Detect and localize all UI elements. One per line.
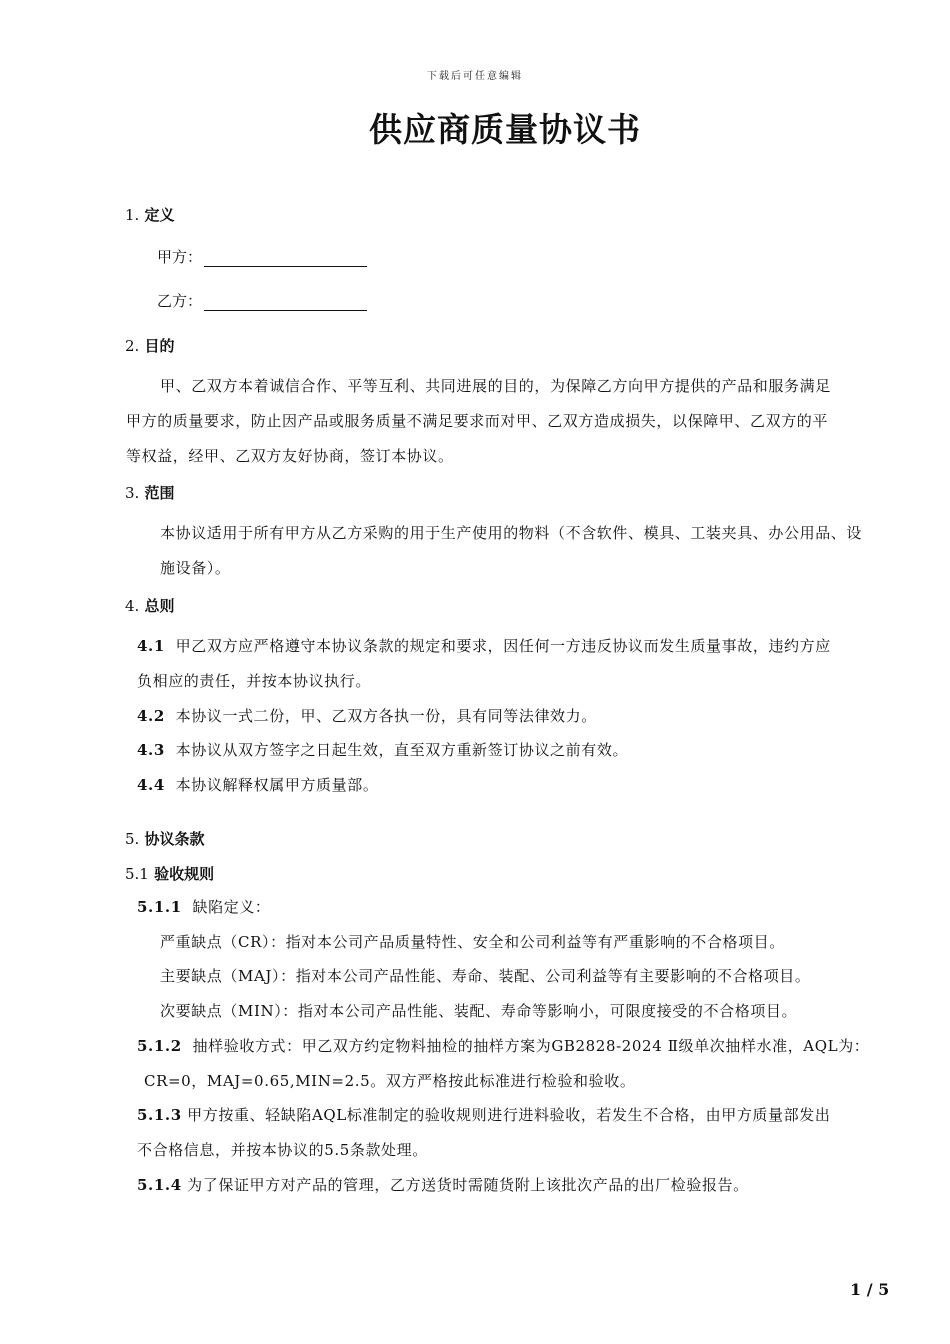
clause-4-3-number: 4.3 bbox=[137, 741, 165, 759]
section-2-title: 目的 bbox=[144, 337, 175, 355]
section-5-heading bbox=[125, 828, 205, 849]
document-title: 供应商质量协议书 bbox=[369, 110, 641, 149]
scope-line-1: 本协议适用于所有甲方从乙方采购的用于生产使用的物料（不含软件、模具、工装夹具、办公用品、设 bbox=[160, 524, 863, 542]
clause-5-1-3-number: 5.1.3 bbox=[137, 1106, 182, 1124]
party-b-label: 乙方： bbox=[157, 292, 203, 310]
clause-4-3-text: 本协议从双方签字之日起生效，直至双方重新签订协议之前有效。 bbox=[175, 741, 629, 759]
section-2-number: 2. bbox=[125, 337, 140, 355]
purpose-line-2: 甲方的质量要求，防止因产品或服务质量不满足要求而对甲、乙双方造成损失，以保障甲、乙双方的平 bbox=[126, 412, 829, 430]
clause-4-1-line-1 bbox=[137, 637, 831, 655]
scope-line-2: 施设备）。 bbox=[160, 559, 231, 577]
clause-4-4-number: 4.4 bbox=[137, 776, 165, 794]
purpose-line-1: 甲、乙双方本着诚信合作、平等互利、共同进展的目的，为保障乙方向甲方提供的产品和服务满足 bbox=[160, 377, 831, 395]
clause-5-1-3-line-1 bbox=[137, 1106, 830, 1124]
section-5-1-heading bbox=[125, 863, 214, 884]
section-4-number: 4. bbox=[125, 597, 140, 615]
section-1-number: 1. bbox=[125, 206, 140, 224]
clause-4-2-text: 本协议一式二份，甲、乙双方各执一份，具有同等法律效力。 bbox=[175, 707, 597, 725]
section-2-heading bbox=[125, 335, 175, 356]
clause-5-1-4-number: 5.1.4 bbox=[137, 1176, 182, 1194]
clause-4-3 bbox=[137, 741, 628, 759]
clause-4-4 bbox=[137, 776, 378, 794]
page-number: 1 / 5 bbox=[850, 1280, 890, 1299]
party-a-field bbox=[157, 246, 367, 267]
clause-5-1-2-text: 抽样验收方式：甲乙双方约定物料抽检的抽样方案为GB2828-2024 Ⅱ级单次抽样水准，AQL为： bbox=[192, 1037, 870, 1055]
clause-5-1-1-number: 5.1.1 bbox=[137, 898, 182, 916]
defect-min: 次要缺点（MIN）：指对本公司产品性能、装配、寿命等影响小，可限度接受的不合格项目。 bbox=[160, 1002, 798, 1020]
section-4-title: 总则 bbox=[144, 597, 175, 615]
party-a-blank-line bbox=[204, 250, 367, 267]
section-5-number: 5. bbox=[125, 830, 140, 848]
defect-maj: 主要缺点（MAJ）：指对本公司产品性能、寿命、装配、公司利益等有主要影响的不合格项目。 bbox=[160, 967, 811, 985]
party-b-field bbox=[157, 290, 367, 311]
clause-4-1-text: 甲乙双方应严格遵守本协议条款的规定和要求，因任何一方违反协议而发生质量事故，违约方应 bbox=[175, 637, 831, 655]
clause-5-1-3-text: 甲方按重、轻缺陷AQL标准制定的验收规则进行进料验收，若发生不合格，由甲方质量部发出 bbox=[187, 1106, 831, 1124]
clause-4-1-line-2: 负相应的责任，并按本协议执行。 bbox=[137, 672, 372, 690]
party-b-blank-line bbox=[204, 294, 367, 311]
defect-cr: 严重缺点（CR）：指对本公司产品质量特性、安全和公司利益等有严重影响的不合格项目。 bbox=[160, 933, 785, 951]
clause-5-1-2-number: 5.1.2 bbox=[137, 1037, 182, 1055]
clause-5-1-1-text: 缺陷定义： bbox=[192, 898, 271, 916]
clause-5-1-4-text: 为了保证甲方对产品的管理，乙方送货时需随货附上该批次产品的出厂检验报告。 bbox=[187, 1176, 749, 1194]
party-a-label: 甲方： bbox=[157, 248, 203, 266]
clause-4-2-number: 4.2 bbox=[137, 707, 165, 725]
clause-4-4-text: 本协议解释权属甲方质量部。 bbox=[175, 776, 379, 794]
section-1-title: 定义 bbox=[144, 206, 175, 224]
section-5-1-number: 5.1 bbox=[125, 865, 149, 883]
section-3-number: 3. bbox=[125, 484, 140, 502]
purpose-line-3: 等权益，经甲、乙双方友好协商，签订本协议。 bbox=[126, 447, 454, 465]
clause-5-1-2-line-2: CR=0，MAJ=0.65,MIN=2.5。双方严格按此标准进行检验和验收。 bbox=[144, 1072, 636, 1090]
clause-5-1-1 bbox=[137, 898, 271, 916]
header-note: 下载后可任意编辑 bbox=[427, 71, 523, 82]
clause-4-2 bbox=[137, 707, 597, 725]
clause-5-1-3-line-2: 不合格信息，并按本协议的5.5条款处理。 bbox=[137, 1141, 428, 1159]
clause-5-1-4 bbox=[137, 1176, 749, 1194]
clause-5-1-2-line-1 bbox=[137, 1037, 869, 1055]
clause-4-1-number: 4.1 bbox=[137, 637, 165, 655]
section-3-heading bbox=[125, 482, 175, 503]
section-4-heading bbox=[125, 595, 175, 616]
section-3-title: 范围 bbox=[144, 484, 175, 502]
section-1-heading bbox=[125, 204, 175, 225]
section-5-title: 协议条款 bbox=[144, 830, 205, 848]
section-5-1-title: 验收规则 bbox=[154, 865, 215, 883]
